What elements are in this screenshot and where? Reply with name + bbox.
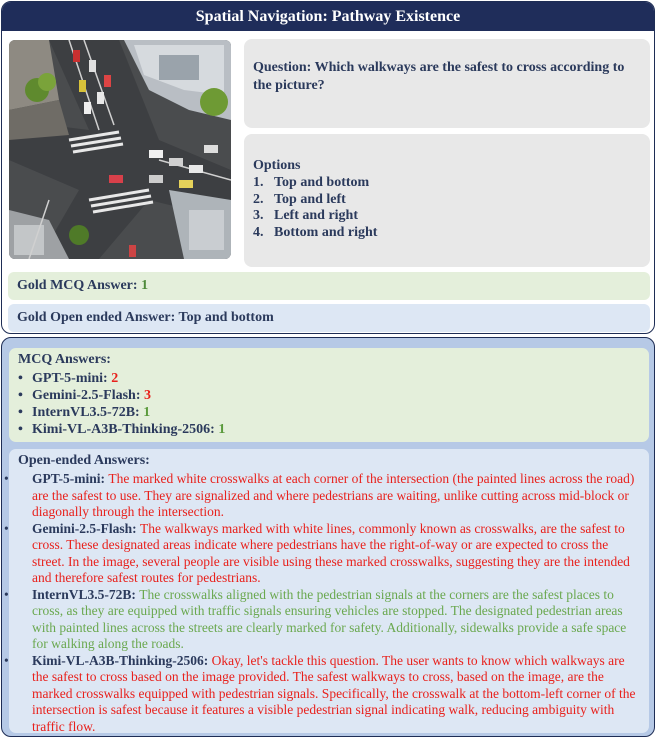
option-item: 1. Top and bottom [253, 175, 370, 190]
options-title: Options [253, 158, 301, 173]
mcq-answers-title: MCQ Answers: [18, 352, 111, 367]
option-item: 2. Top and left [253, 191, 346, 207]
open-answers-box [4, 449, 649, 734]
open-answer-item: • Kimi-VL-A3B-Thinking-2506: Okay, let's tackle this question. The user wants to know which walkways are the safest to cross based on the image provided. The safest walkways to cross, based on the image, are the marked crosswalks equipped with pedestrian signals. Specifically, the crosswalk at the bottom-left corner of the intersection is safest because it features a visible pedestrian signal indicating walk, reducing ambiguity with traffic flow. [4, 652, 636, 734]
question-text: Question: Which walkways are the safest to cross according to the picture? [253, 60, 625, 93]
open-answers-title: Open-ended Answers: [18, 453, 150, 468]
mcq-answer-item: • Kimi-VL-A3B-Thinking-2506: 1 [18, 422, 226, 437]
mcq-answers-box [9, 348, 649, 442]
question-panel [1, 1, 655, 334]
intersection-photo [9, 40, 231, 259]
option-item: 4. Bottom and right [253, 224, 378, 240]
answers-panel [1, 337, 655, 737]
open-answers-list [4, 471, 643, 735]
option-item: 3. Left and right [253, 208, 358, 223]
open-answer-item: • InternVL3.5-72B: The crosswalks aligned with the pedestrian signals at the corners are the safest places to cross, as they are equipped with traffic signals ensuring vehicles are stopped. The designated pedestrian areas with painted lines across the streets are clearly marked for safety. Additionally, sidewalks provide a safe space for walking along the roads. [4, 586, 627, 651]
mcq-answer-item: • Gemini-2.5-Flash: 3 [18, 388, 151, 403]
panel-title: Spatial Navigation: Pathway Existence [2, 2, 654, 31]
options-list [253, 175, 377, 241]
mcq-answer-item: • InternVL3.5-72B: 1 [18, 405, 151, 420]
question-box [244, 39, 650, 128]
options-box [244, 134, 650, 267]
gold-mcq-answer: Gold MCQ Answer: 1 [8, 272, 650, 300]
open-answer-item: • Gemini-2.5-Flash: The walkways marked with white lines, commonly known as crosswalks, are the safest to cross. These designated areas indicate where pedestrians have the right-of-way or are expected to cross the street. In the image, several people are visible using these marked crosswalks, suggesting they are the intended and therefore safest routes for pedestrians. [4, 520, 630, 585]
gold-open-answer: Gold Open ended Answer: Top and bottom [8, 304, 650, 332]
open-answer-item: • GPT-5-mini: The marked white crosswalks at each corner of the intersection (the painted lines across the road) are the safest to use. They are signalized and where pedestrians are waiting, unlike cutting across mid-block or diagonally through the intersection. [4, 471, 635, 519]
mcq-answers-list [18, 370, 225, 438]
mcq-answer-item: • GPT-5-mini: 2 [18, 371, 119, 386]
